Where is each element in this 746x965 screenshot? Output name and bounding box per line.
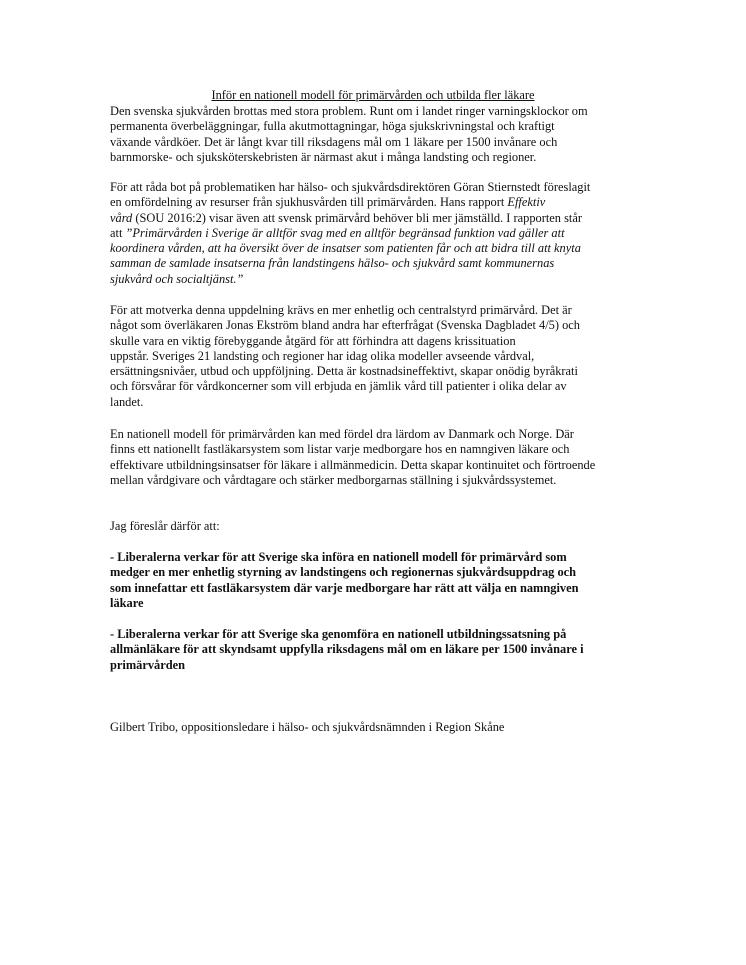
text-line [110, 211, 646, 226]
text-line: För att motverka denna uppdelning krävs en mer enhetlig och centralstyrd primärvård. Det är [110, 303, 572, 317]
signature-line: Gilbert Tribo, oppositionsledare i hälso- och sjukvårdsnämnden i Region Skåne [110, 720, 505, 734]
paragraph-report [110, 180, 646, 287]
signature [110, 720, 646, 735]
text-line: - Liberalerna verkar för att Sverige ska införa en nationell modell för primärvård som [110, 550, 567, 564]
proposal-intro [110, 519, 646, 534]
text-line: växande vårdköer. Det är långt kvar till riksdagens mål om 1 läkare per 1500 invånare och [110, 134, 558, 149]
text-line: Jag föreslår därför att: [110, 519, 220, 533]
report-title-italic: vård [110, 210, 133, 225]
paragraph-national-model [110, 427, 646, 488]
text-segment: att [110, 225, 126, 240]
text-line: och försvårar för vårdkoncerner som vill erbjuda en jämlik vård till patienter i olika delar av [110, 379, 567, 394]
paragraph-uniformity [110, 303, 646, 410]
text-line: primärvården [110, 657, 186, 672]
text-line: landet. [110, 394, 144, 409]
text-line: finns ett nationellt fastläkarsystem som listar varje medborgare hos en namngiven läkare och [110, 442, 570, 457]
text-line: läkare [110, 595, 144, 610]
text-line: skulle vara en viktig förebyggande åtgärd för att förhindra att dagens krissituation [110, 333, 516, 348]
quote-line: koordinera vården, att ha översikt över de insatser som patienten får och att bidra till att knyta [110, 241, 581, 256]
text-line: uppstår. Sveriges 21 landsting och regioner har idag olika modeller avseende vårdval, [110, 348, 535, 363]
document-title: Inför en nationell modell för primärvården och utbilda fler läkare [211, 88, 535, 102]
text-line: permanenta överbeläggningar, fulla akutmottagningar, höga sjukskrivningstal och kraftigt [110, 119, 555, 134]
text-segment: (SOU 2016:2) visar även att svensk primärvård behöver bli mer jämställd. I rapporten står [132, 210, 582, 225]
text-line: Den svenska sjukvården brottas med stora problem. Runt om i landet ringer varningsklockor om [110, 104, 588, 118]
text-line: något som överläkaren Jonas Ekström bland andra har efterfrågat (Svenska Dagbladet 4/5) och [110, 318, 580, 333]
text-segment: en omfördelning av resurser från sjukhusvården till primärvården. Hans rapport [110, 195, 508, 210]
text-line [110, 226, 646, 241]
text-line: - Liberalerna verkar för att Sverige ska genomföra en nationell utbildningssatsning på [110, 627, 567, 641]
text-line: allmänläkare för att skyndsamt uppfylla riksdagens mål om en läkare per 1500 invånare i [110, 642, 584, 657]
text-line: medger en mer enhetlig styrning av landstingens och regionernas sjukvårdsuppdrag och [110, 565, 577, 580]
text-line: mellan vårdgivare och vårdtagare och stärker medborgarnas ställning i sjukvårdssystemet. [110, 472, 557, 487]
report-title-italic: Effektiv [507, 195, 546, 210]
quote-italic: ”Primärvården i Sverige är alltför svag med en alltför begränsad funktion vad gäller att [125, 225, 565, 240]
text-line: som innefattar ett fastläkarsystem där varje medborgare har rätt att välja en namngiven [110, 580, 579, 595]
proposal-item-2 [110, 627, 646, 673]
quote-line: sjukvård och socialtjänst.” [110, 271, 244, 286]
text-line: En nationell modell för primärvården kan med fördel dra lärdom av Danmark och Norge. Där [110, 427, 574, 441]
proposal-item-1 [110, 550, 646, 611]
paragraph-intro [110, 104, 646, 165]
text-line: effektivare utbildningsinsatser för läkare i allmänmedicin. Detta skapar kontinuitet och förtroende [110, 457, 596, 472]
text-line [110, 195, 646, 210]
text-line: För att råda bot på problematiken har hälso- och sjukvårdsdirektören Göran Stiernstedt föreslagit [110, 180, 591, 194]
quote-line: samman de samlade insatserna från landstingens hälso- och sjukvård samt kommunernas [110, 256, 555, 271]
text-line: ersättningsnivåer, utbud och uppföljning. Detta är kostnadsineffektivt, skapar onödig byråkrati [110, 364, 578, 379]
text-line: barnmorske- och sjuksköterskebristen är närmast akut i många landsting och regioner. [110, 149, 537, 164]
